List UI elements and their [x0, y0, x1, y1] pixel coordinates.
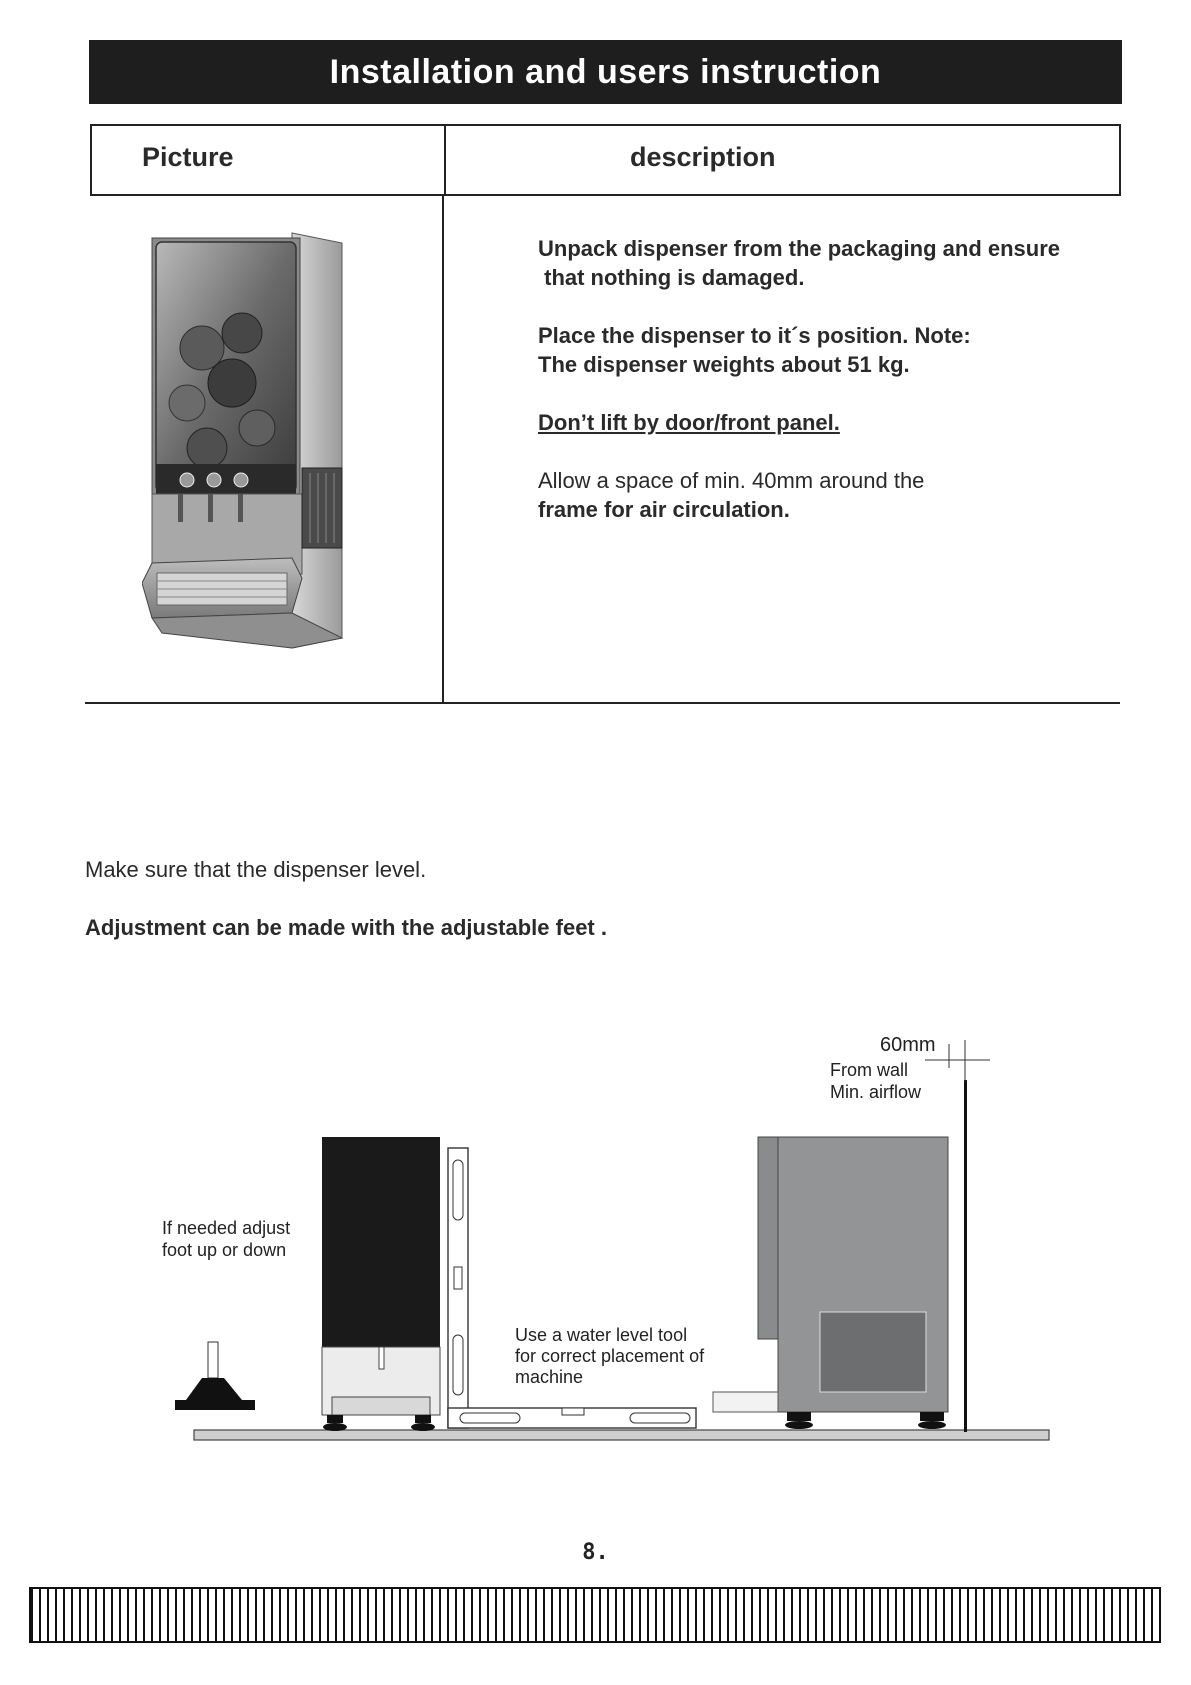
water-level-label-line2: for correct placement of [515, 1346, 705, 1366]
from-wall-label: From wall [830, 1060, 909, 1080]
table-header [90, 124, 1121, 196]
page-number: 8. [582, 1540, 609, 1565]
column-header-description: description [630, 142, 776, 172]
column-divider [444, 124, 446, 196]
lift-warning: Don’t lift by door/front panel. [538, 410, 840, 435]
airflow-instruction-line1: Allow a space of min. 40mm around the [538, 468, 925, 493]
description-text [538, 234, 1118, 553]
column-header-picture: Picture [142, 142, 234, 172]
level-note: Make sure that the dispenser level. [85, 857, 427, 882]
table-bottom-rule [85, 702, 1120, 704]
dispenser-photo [142, 228, 412, 660]
unpack-instruction-line1: Unpack dispenser from the packaging and ensure [538, 236, 1061, 261]
min-airflow-label: Min. airflow [830, 1082, 922, 1102]
adjust-note: Adjustment can be made with the adjustable feet . [85, 915, 607, 940]
placement-diagram-drawing [150, 1030, 1070, 1450]
table-column-divider [442, 196, 444, 703]
wall-distance-label: 60mm [880, 1034, 936, 1056]
footer-stripe-band [29, 1587, 1161, 1643]
water-level-label-line3: machine [515, 1367, 584, 1387]
airflow-instruction-line2: frame for air circulation. [538, 497, 790, 522]
adjust-foot-label-line1: If needed adjust [162, 1218, 291, 1238]
unpack-instruction-line2: that nothing is damaged. [538, 265, 805, 290]
water-level-label-line1: Use a water level tool [515, 1325, 688, 1345]
placement-instruction-line1: Place the dispenser to it´s position. Note: [538, 323, 971, 348]
page-title: Installation and users instruction [89, 40, 1122, 104]
placement-instruction-line2: The dispenser weights about 51 kg. [538, 352, 910, 377]
placement-diagram [150, 1030, 1070, 1450]
adjust-foot-label-line2: foot up or down [162, 1240, 287, 1260]
